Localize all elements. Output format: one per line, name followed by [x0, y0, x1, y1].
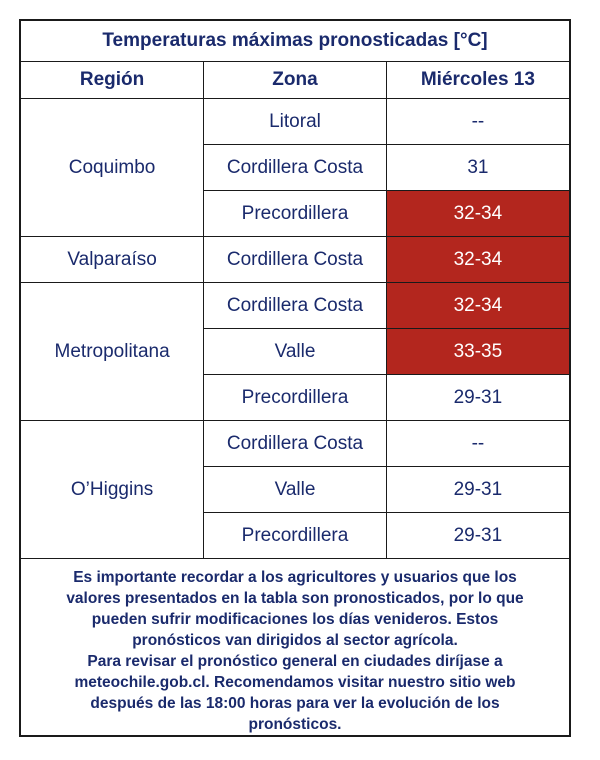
note-line: pueden sufrir modificaciones los días venideros. Estos [91, 611, 499, 628]
zone-cell: Precordillera [204, 191, 387, 237]
disclaimer-note [21, 559, 569, 735]
forecast-panel [19, 19, 571, 737]
temperature-cell: 29-31 [386, 375, 569, 421]
region-cell: Coquimbo [21, 99, 204, 237]
table-title: Temperaturas máximas pronosticadas [°C] [21, 21, 569, 62]
temperature-cell: 32-34 [386, 237, 569, 283]
temperature-cell: 31 [386, 145, 569, 191]
zone-cell: Precordillera [204, 375, 387, 421]
temperature-cell: -- [386, 99, 569, 145]
header-region: Región [21, 62, 204, 99]
zone-cell: Cordillera Costa [204, 237, 387, 283]
note-line: Es importante recordar a los agricultores y usuarios que los [73, 569, 517, 586]
temperature-cell: 29-31 [386, 467, 569, 513]
table-body [21, 99, 569, 559]
note-line: después de las 18:00 horas para ver la evolución de los [90, 695, 500, 712]
table-row [21, 283, 569, 329]
temperature-cell: -- [386, 421, 569, 467]
header-zone: Zona [204, 62, 387, 99]
temperature-cell: 32-34 [386, 283, 569, 329]
zone-cell: Precordillera [204, 513, 387, 559]
table-row [21, 421, 569, 467]
note-line: meteochile.gob.cl. Recomendamos visitar nuestro sitio web [74, 674, 516, 691]
temperature-cell: 33-35 [386, 329, 569, 375]
table-row [21, 237, 569, 283]
note-line: valores presentados en la tabla son pronosticados, por lo que [66, 590, 524, 607]
region-cell: Valparaíso [21, 237, 204, 283]
zone-cell: Cordillera Costa [204, 145, 387, 191]
header-day: Miércoles 13 [386, 62, 569, 99]
zone-cell: Cordillera Costa [204, 421, 387, 467]
region-cell: O’Higgins [21, 421, 204, 559]
temperature-cell: 29-31 [386, 513, 569, 559]
temperature-cell: 32-34 [386, 191, 569, 237]
region-cell: Metropolitana [21, 283, 204, 421]
note-line: pronósticos. [248, 716, 342, 733]
zone-cell: Litoral [204, 99, 387, 145]
table-row [21, 99, 569, 145]
note-line: pronósticos van dirigidos al sector agrícola. [132, 632, 458, 649]
forecast-table [21, 21, 569, 559]
zone-cell: Cordillera Costa [204, 283, 387, 329]
note-line: Para revisar el pronóstico general en ciudades diríjase a [87, 653, 503, 670]
zone-cell: Valle [204, 329, 387, 375]
zone-cell: Valle [204, 467, 387, 513]
